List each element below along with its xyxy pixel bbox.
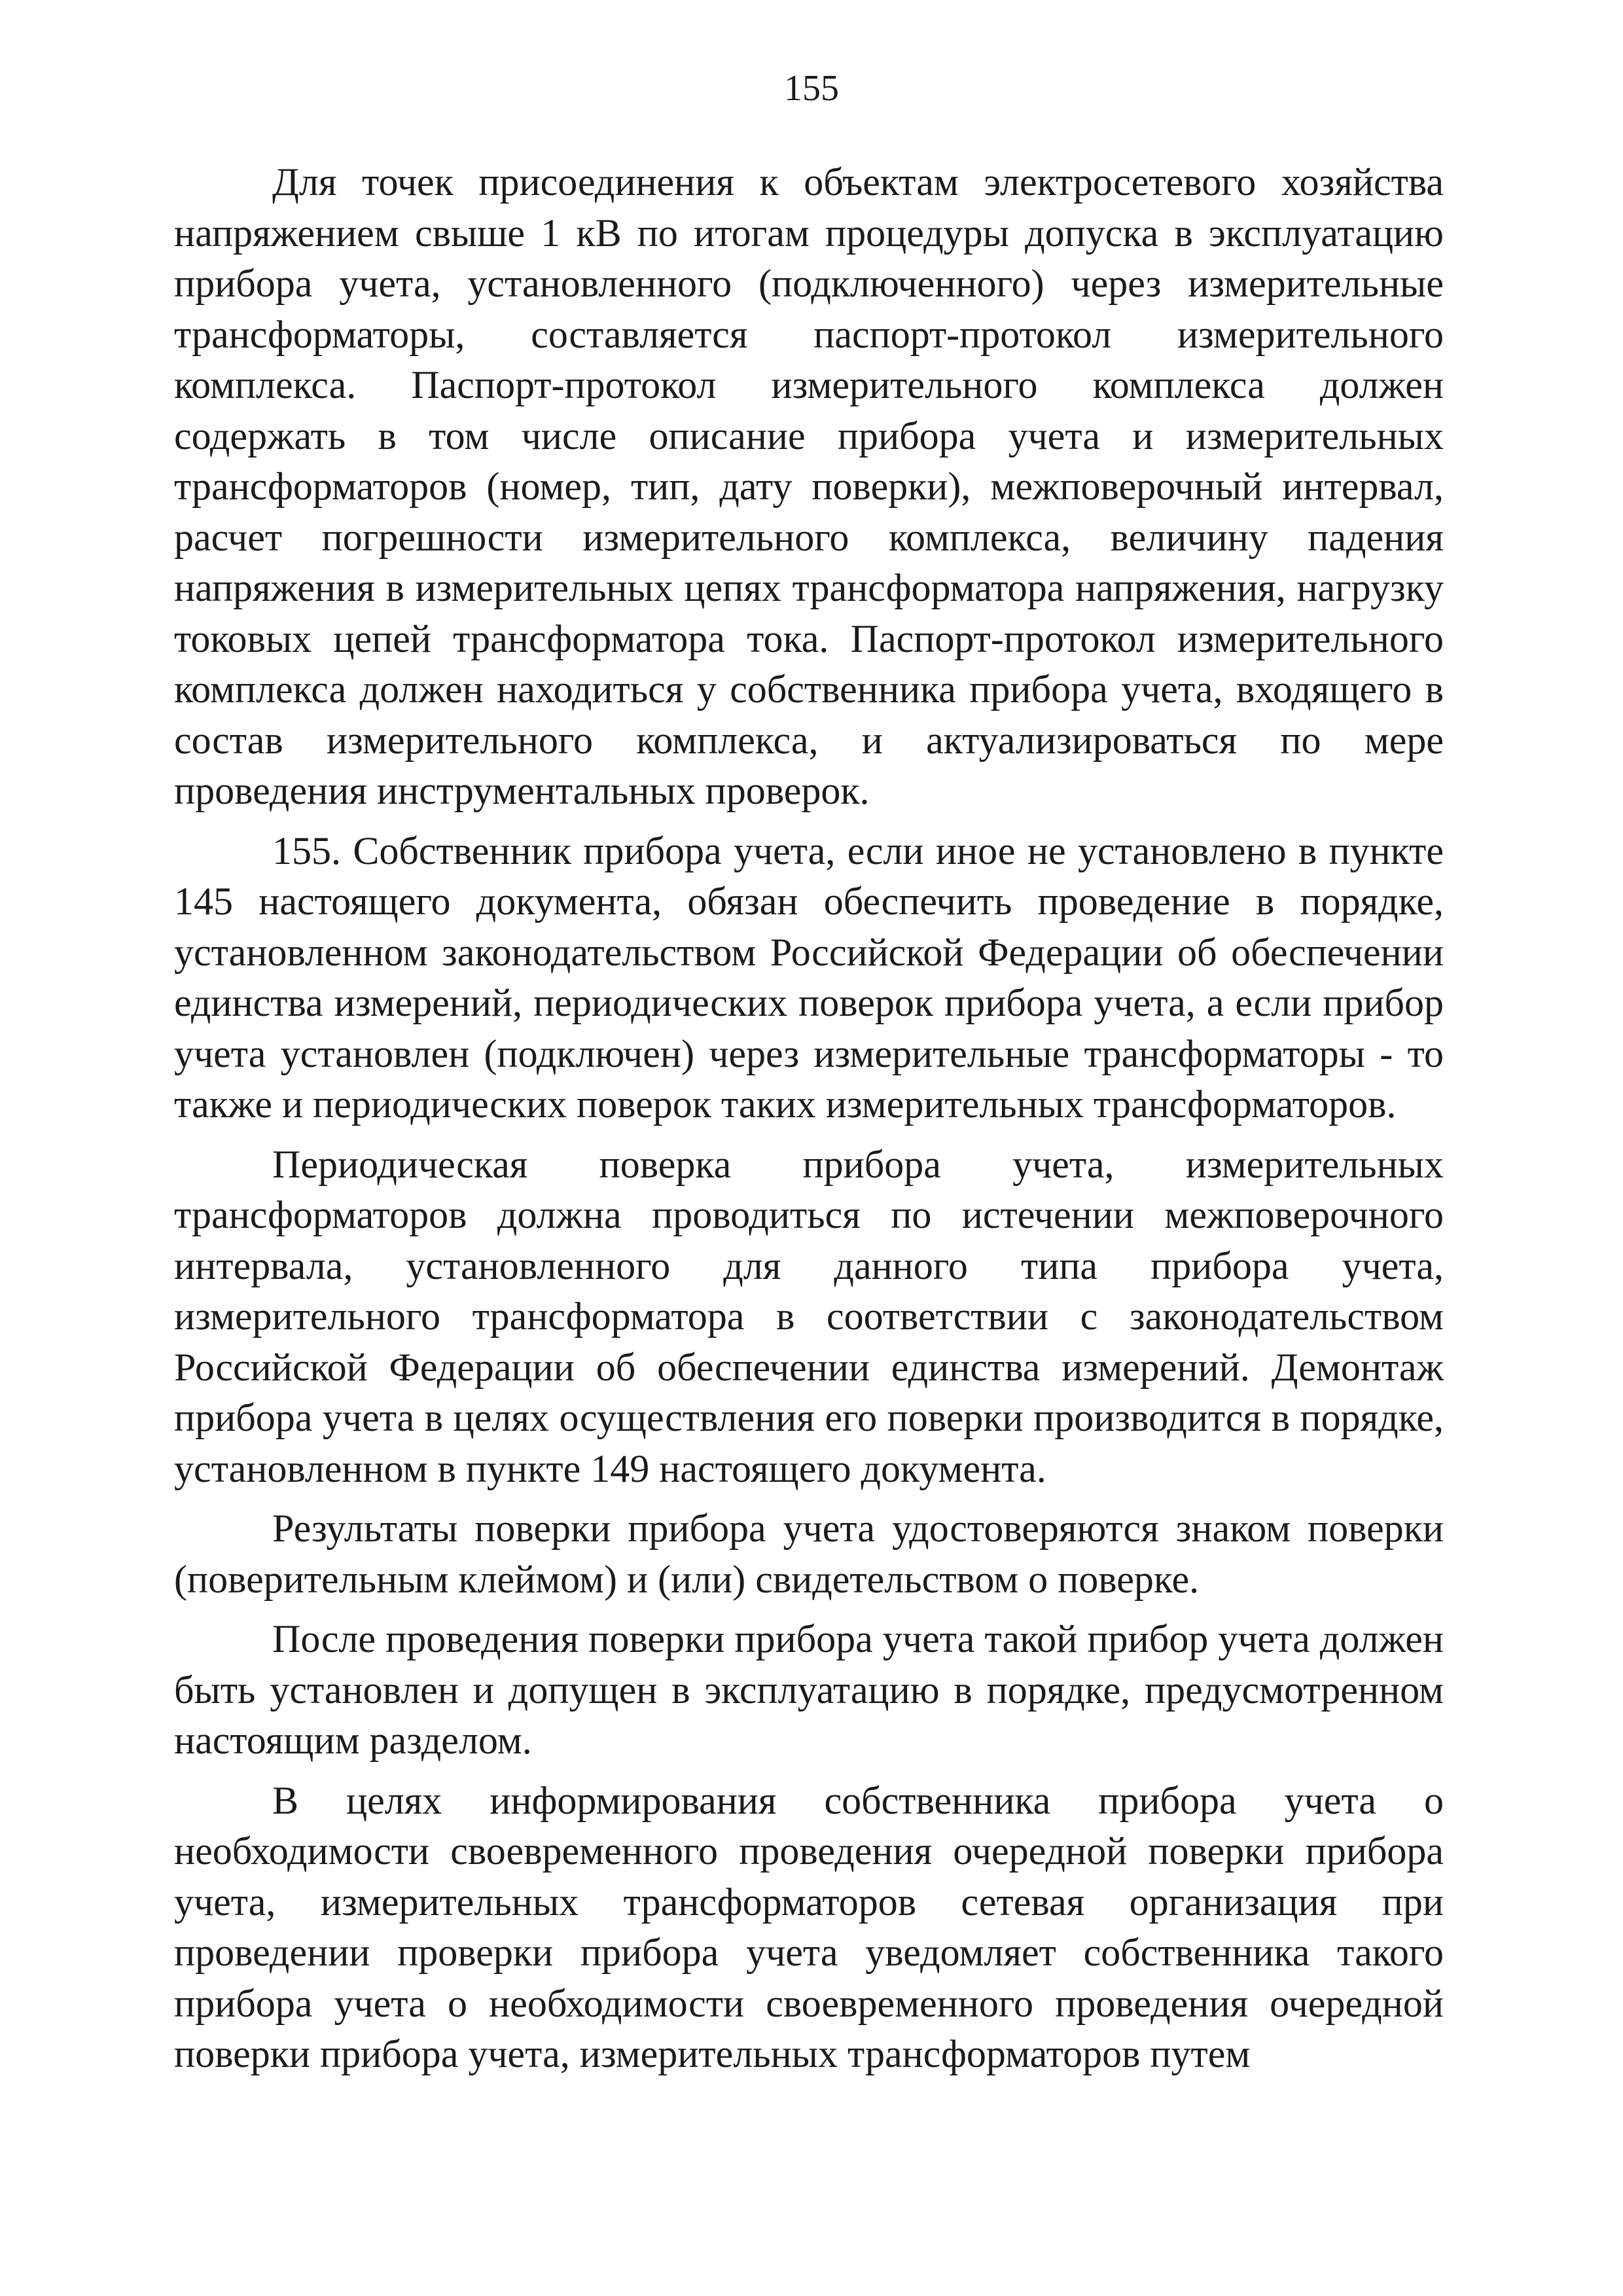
document-body <box>174 157 1444 2080</box>
paragraph-owner-notification: В целях информирования собственника прибора учета о необходимости своевременного проведения очередной поверки прибора учета, измерительных трансформаторов сетевая организация при проведении проверки прибора учета уведомляет собственника такого прибора учета о необходимости своевременного проведения очередной поверки прибора учета, измерительных трансформаторов путем <box>174 1778 1444 2075</box>
paragraph-after-verification: После проведения поверки прибора учета такой прибор учета должен быть установлен и допущен в эксплуатацию в порядке, предусмотренном настоящим разделом. <box>174 1617 1444 1762</box>
paragraph-verification-results: Результаты поверки прибора учета удостоверяются знаком поверки (поверительным клеймом) и (или) свидетельством о поверке. <box>174 1507 1444 1601</box>
paragraph-periodic-verification: Периодическая поверка прибора учета, измерительных трансформаторов должна проводиться по истечении межповерочного интервала, установленного для данного типа прибора учета, измерительного трансформатора в соответствии с законодательством Российской Федерации об обеспечении единства измерений. Демонтаж прибора учета в целях осуществления его поверки производится в порядке, установленном в пункте 149 настоящего документа. <box>174 1142 1444 1490</box>
paragraph-clause-155: 155. Собственник прибора учета, если иное не установлено в пункте 145 настоящего документа, обязан обеспечить проведение в порядке, установленном законодательством Российской Федерации об обеспечении единства измерений, периодических поверок прибора учета, а если прибор учета установлен (подключен) через измерительные трансформаторы - то также и периодических поверок таких измерительных трансформаторов. <box>174 829 1444 1126</box>
paragraph-measuring-complex-passport: Для точек присоединения к объектам электросетевого хозяйства напряжением свыше 1 кВ по итогам процедуры допуска в эксплуатацию прибора учета, установленного (подключенного) через измерительные трансформаторы, составляется паспорт-протокол измерительного комплекса. Паспорт-протокол измерительного комплекса должен содержать в том числе описание прибора учета и измерительных трансформаторов (номер, тип, дату поверки), межповерочный интервал, расчет погрешности измерительного комплекса, величину падения напряжения в измерительных цепях трансформатора напряжения, нагрузку токовых цепей трансформатора тока. Паспорт-протокол измерительного комплекса должен находиться у собственника прибора учета, входящего в состав измерительного комплекса, и актуализироваться по мере проведения инструментальных проверок. <box>174 160 1444 812</box>
page-number: 155 <box>784 68 839 109</box>
